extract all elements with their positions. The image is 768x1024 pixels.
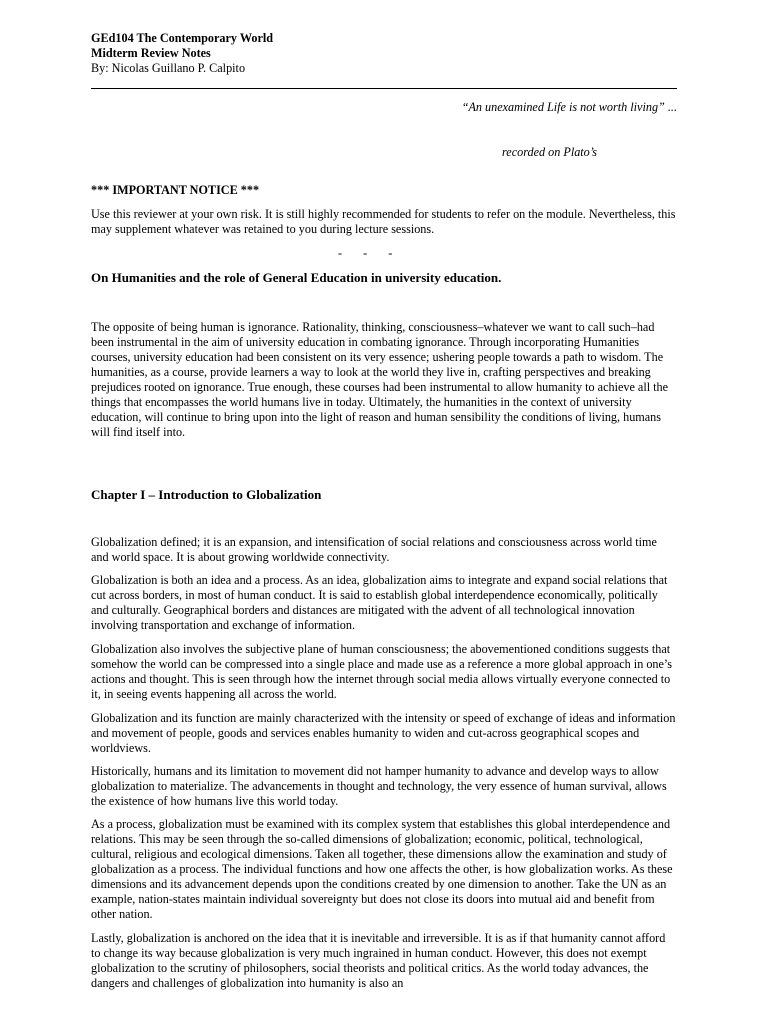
course-title: GEd104 The Contemporary World <box>91 31 274 45</box>
chapter-paragraph: Globalization and its function are mainly characterized with the intensity or speed of exchange of ideas and information and movement of people, goods and services enables humanity to widen and cut-across geographical scopes and worldviews. <box>91 711 676 755</box>
notice-body: Use this reviewer at your own risk. It is still highly recommended for students to refer on the module. Nevertheless, this may supplement whatever was retained to you during lecture sessions. <box>91 207 676 236</box>
section-separator: - - - <box>338 246 402 260</box>
notes-subtitle: Midterm Review Notes <box>91 46 211 60</box>
chapter-paragraph: As a process, globalization must be examined with its complex system that establishes this global interdependence and relations. This may be seen through the so-called dimensions of globalization; economic, political, technological, cultural, religious and ecological dimensions. Taken all together, these dimensions allow the examination and study of globalization as a process. The individual functions and how one affects the other, is how globalization works. As these dimensions and its advancement depends upon the conditions created by one dimension to another. Take the UN as an example, nation-states maintain individual sovereignty but does not close its doors into mutual aid and benefit from other nation. <box>91 817 673 921</box>
header-divider <box>91 88 677 89</box>
humanities-body: The opposite of being human is ignorance. Rationality, thinking, consciousness–whatever we want to call such–had been instrumental in the aim of university education in combating ignorance. Through incorporating Humanities courses, university education had been consistent on its very essence; ushering people towards a path to wisdom. The humanities, as a course, provide learners a way to look at the world they live in, crafting perspectives and breaking prejudices rooted on ignorance. True enough, these courses had been instrumental to allow humanity to achieve all the things that encompasses the world humans live in today. Ultimately, the humanities in the context of university education, will continue to bring upon into the light of reason and human sensibility the conditions of living, humans will find itself into. <box>91 320 669 439</box>
author-line: By: Nicolas Guillano P. Calpito <box>91 61 246 75</box>
chapter-heading: Chapter I – Introduction to Globalization <box>91 487 322 502</box>
epigraph-source: recorded on Plato’s <box>502 145 598 159</box>
chapter-paragraph: Globalization also involves the subjective plane of human consciousness; the abovementioned conditions suggests that somehow the world can be compressed into a single place and made use as a reference a more global approach in one’s actions and thought. This is seen through how the internet through social media allows virtually everyone connected to it, in seeing events happening all across the world. <box>91 642 673 701</box>
chapter-paragraph: Globalization defined; it is an expansion, and intensification of social relations and consciousness across world time and world space. It is about growing worldwide connectivity. <box>91 535 657 564</box>
epigraph-quote: “An unexamined Life is not worth living” ... <box>461 100 677 114</box>
chapter-paragraph: Lastly, globalization is anchored on the idea that it is inevitable and irreversible. It is as if that humanity cannot afford to change its way because globalization is very much ingrained in human conduct. However, this does not exempt globalization to the scrutiny of philosophers, social theorists and political critics. As the world today advances, the dangers and challenges of globalization into humanity is also an <box>91 931 666 990</box>
chapter-paragraph: Historically, humans and its limitation to movement did not hamper humanity to advance and develop ways to allow globalization to materialize. The advancements in thought and technology, the very essence of human survival, allows the existence of how humans live this world today. <box>91 764 667 808</box>
humanities-heading: On Humanities and the role of General Education in university education. <box>91 270 502 285</box>
chapter-paragraph: Globalization is both an idea and a process. As an idea, globalization aims to integrate and expand social relations that cut across borders, in most of human conduct. It is said to establish global interdependence economically, politically and culturally. Geographical borders and distances are mitigated with the advent of all technological innovation involving transportation and exchange of information. <box>91 573 668 632</box>
document-header <box>91 31 273 76</box>
notice-title: *** IMPORTANT NOTICE *** <box>91 183 260 197</box>
